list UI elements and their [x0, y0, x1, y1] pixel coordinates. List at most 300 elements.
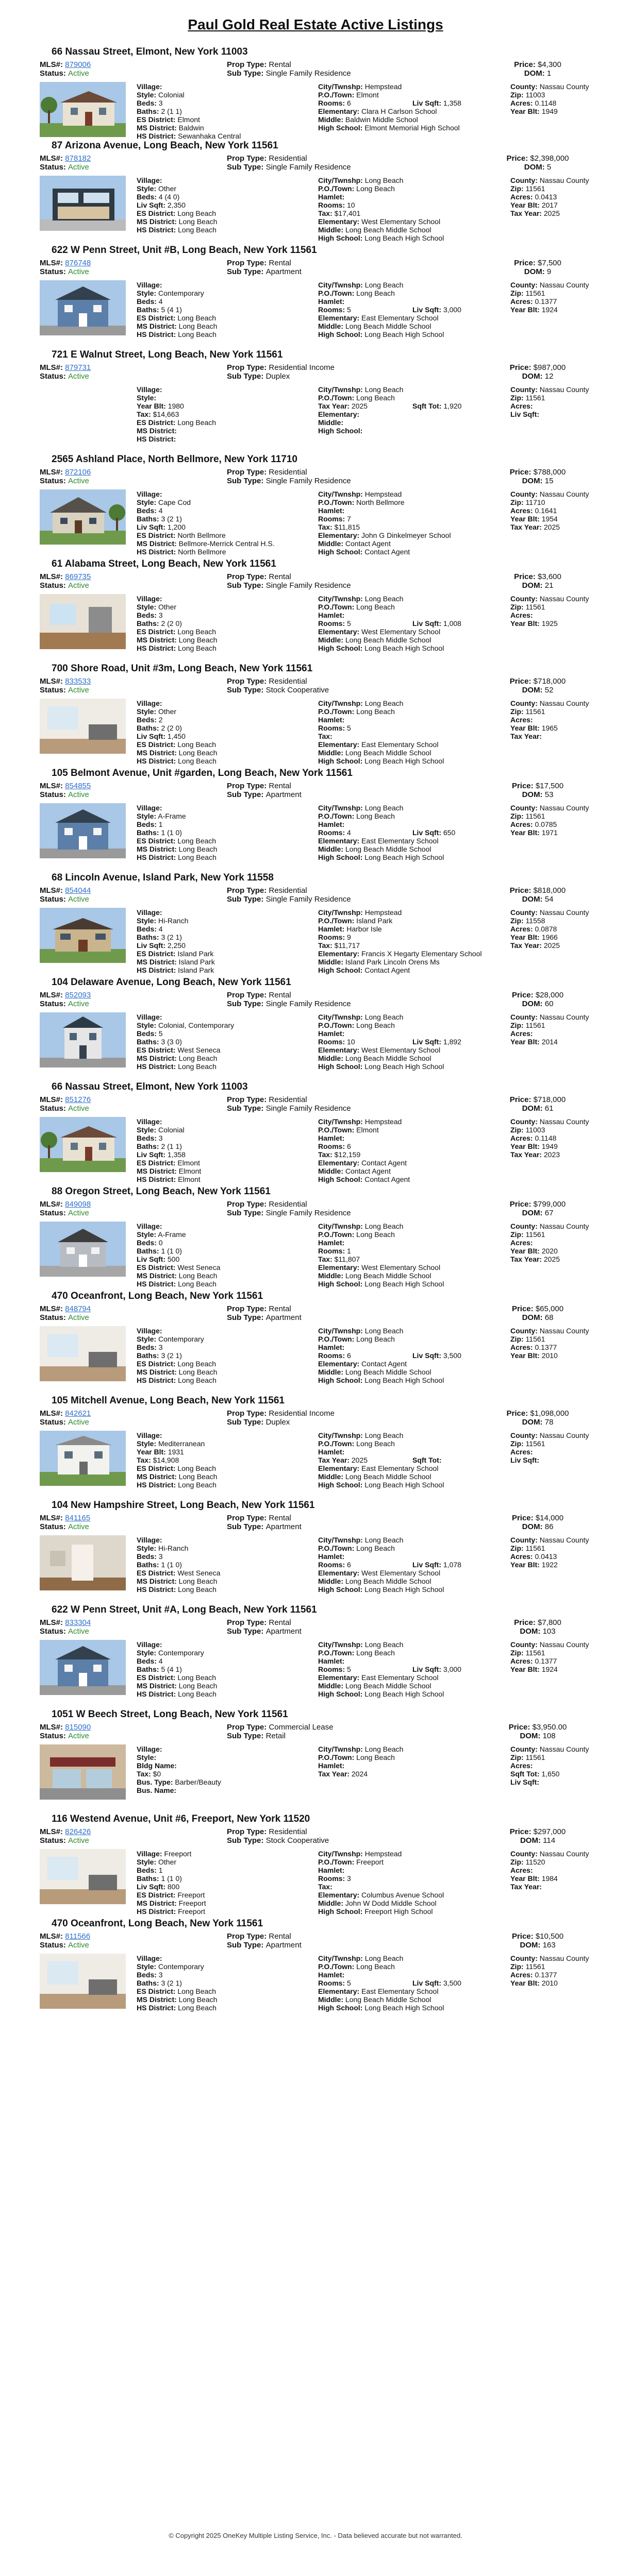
mls-row	[40, 1618, 189, 1627]
field-ms-district-label: MS District:	[137, 1472, 177, 1481]
field-zip-value: 11561	[523, 1230, 545, 1239]
field-beds-label: Beds:	[137, 1343, 157, 1351]
mls-number-link[interactable]: 879731	[65, 363, 91, 372]
status-value: Active	[68, 1418, 89, 1427]
field-hs-district	[137, 1175, 307, 1183]
field-middle-label: Middle:	[318, 1899, 343, 1907]
field-hs-district-value: Long Beach	[176, 1690, 217, 1698]
field-style	[137, 1230, 307, 1239]
field-high-school-value: Long Beach High School	[362, 1376, 444, 1384]
details-column-3	[510, 1117, 603, 1159]
field-high-school-label: High School:	[318, 644, 363, 652]
prop-type-label: Prop Type:	[227, 1200, 269, 1209]
field-elementary	[318, 531, 499, 539]
field-elementary	[318, 628, 499, 636]
details-column-2	[318, 490, 499, 556]
mls-label: MLS#:	[40, 782, 65, 790]
field-high-school-label: High School:	[318, 1481, 363, 1489]
field-city-twnshp	[318, 1954, 499, 1962]
field-tax-value: $11,815	[332, 523, 360, 531]
sub-type-value: Stock Cooperative	[265, 686, 329, 694]
listing-photo[interactable]	[40, 1117, 126, 1172]
field-style	[137, 1962, 307, 1971]
field-hamlet	[318, 1239, 499, 1247]
price-row	[476, 1095, 599, 1104]
prop-type-value: Residential	[269, 1200, 307, 1209]
sub-type-row	[227, 1418, 443, 1427]
field-hs-district-label: HS District:	[137, 1280, 176, 1288]
price-value: $7,500	[537, 259, 561, 267]
field-hs-district	[137, 1062, 307, 1071]
status-label: Status:	[40, 267, 69, 276]
field-county-value: Nassau County	[537, 595, 589, 603]
field-rooms	[318, 1561, 499, 1569]
prop-type-label: Prop Type:	[227, 1723, 269, 1732]
field-elementary-value: Columbus Avenue School	[359, 1891, 444, 1899]
listing-photo[interactable]	[40, 699, 126, 754]
field-county	[510, 699, 603, 707]
field-middle-value: Contact Agent	[343, 539, 391, 548]
property-type-block	[227, 363, 443, 381]
mls-number-link[interactable]: 854044	[65, 886, 91, 895]
field-liv-sqft	[137, 201, 307, 209]
mls-label: MLS#:	[40, 259, 65, 267]
field-high-school-value: Contact Agent	[362, 548, 410, 556]
prop-type-row	[227, 1827, 443, 1836]
field-p-o-town-value: Long Beach	[354, 1544, 395, 1552]
status-value: Active	[68, 895, 89, 904]
field-acres-label: Acres:	[510, 1657, 533, 1665]
dom-label: DOM:	[524, 69, 547, 78]
listing-photo[interactable]	[40, 82, 126, 137]
mls-number-link[interactable]: 851276	[65, 1095, 91, 1104]
status-row	[40, 1104, 189, 1113]
field-beds-label: Beds:	[137, 820, 157, 828]
field-liv-sqft-value: 800	[165, 1883, 180, 1891]
field-beds	[137, 1552, 307, 1561]
field-acres	[510, 1866, 603, 1874]
field-es-district-value: Island Park	[175, 950, 214, 958]
field-acres	[510, 1448, 603, 1456]
field-style-label: Style:	[137, 1439, 157, 1448]
field-acres-value: 0.0413	[533, 1552, 557, 1561]
listing-photo[interactable]	[40, 803, 126, 858]
field-hamlet	[318, 716, 499, 724]
dom-row	[476, 1732, 599, 1740]
field-baths-value: 2 (2 0)	[159, 619, 182, 628]
field-high-school	[318, 1690, 499, 1698]
field-year-blt-value: 1931	[165, 1448, 184, 1456]
sub-type-value: Apartment	[265, 1313, 302, 1322]
prop-type-label: Prop Type:	[227, 1827, 269, 1836]
prop-type-value: Commercial Lease	[269, 1723, 334, 1732]
dom-label: DOM:	[522, 895, 545, 904]
dom-value: 163	[542, 1941, 556, 1950]
field-beds	[137, 1866, 307, 1874]
sub-type-value: Single Family Residence	[265, 1104, 351, 1113]
report-title: Paul Gold Real Estate Active Listings	[188, 16, 443, 32]
prop-type-row	[227, 886, 443, 895]
sub-type-label: Sub Type:	[227, 1209, 266, 1217]
listing-id-block	[40, 60, 189, 78]
dom-label: DOM:	[524, 267, 547, 276]
price-block	[476, 259, 599, 276]
field-zip-value: 11561	[523, 1649, 545, 1657]
status-label: Status:	[40, 163, 69, 172]
mls-number-link[interactable]: 811566	[65, 1932, 91, 1941]
field-style	[137, 1126, 307, 1134]
field-county	[510, 176, 603, 184]
field-hs-district	[137, 644, 307, 652]
details-column-1	[137, 1431, 307, 1489]
dom-value: 52	[544, 686, 554, 694]
price-row	[476, 1827, 599, 1836]
mls-number-link[interactable]: 841165	[65, 1514, 91, 1522]
field-hs-district	[137, 132, 307, 140]
mls-number-link[interactable]: 852093	[65, 991, 91, 999]
price-row	[476, 1932, 599, 1941]
field-acres-value: 0.1377	[533, 297, 557, 306]
listing-card	[32, 1500, 599, 1613]
field-style	[137, 917, 307, 925]
field-county-label: County:	[510, 1117, 538, 1126]
field-city-twnshp	[318, 82, 499, 91]
prop-type-label: Prop Type:	[227, 363, 269, 372]
field-middle	[318, 845, 499, 853]
field-acres-label: Acres:	[510, 99, 533, 107]
field-liv-sqft	[510, 1778, 603, 1786]
property-type-block	[227, 1095, 443, 1113]
property-type-block	[227, 1618, 443, 1636]
status-value: Active	[68, 1209, 89, 1217]
prop-type-row	[227, 782, 443, 790]
mls-number-link[interactable]: 833533	[65, 677, 91, 686]
field-hamlet	[318, 820, 499, 828]
field-tax	[137, 1770, 307, 1778]
field-baths	[137, 828, 307, 837]
field-liv-sqft-value: 650	[441, 828, 456, 837]
field-liv-sqft-label: Liv Sqft:	[412, 1038, 441, 1046]
field-elementary-label: Elementary:	[318, 217, 360, 226]
field-county	[510, 1850, 603, 1858]
listing-photo[interactable]	[40, 1954, 126, 2009]
field-acres	[510, 820, 603, 828]
field-county-label: County:	[510, 699, 538, 707]
field-ms-district	[137, 958, 307, 966]
field-style-label: Style:	[137, 1126, 157, 1134]
field-high-school-value: Contact Agent	[362, 1175, 410, 1183]
field-beds-value: 3	[156, 1134, 163, 1142]
field-es-district-label: ES District:	[137, 1360, 176, 1368]
field-beds-value: 3	[156, 1343, 163, 1351]
field-city-twnshp-value: Long Beach	[362, 1013, 404, 1021]
price-row	[476, 677, 599, 686]
field-county-label: County:	[510, 1954, 538, 1962]
field-village-label: Village:	[137, 1431, 162, 1439]
listing-photo[interactable]	[40, 385, 126, 440]
field-zip-value: 11561	[523, 1439, 545, 1448]
field-acres-value: 0.0413	[533, 193, 557, 201]
prop-type-row	[227, 154, 443, 163]
field-elementary-label: Elementary:	[318, 1569, 360, 1577]
field-middle	[318, 418, 499, 427]
dom-row	[476, 69, 599, 78]
field-village	[137, 804, 307, 812]
field-zip-label: Zip:	[510, 498, 524, 506]
field-liv-sqft	[137, 732, 307, 740]
mls-label: MLS#:	[40, 1932, 65, 1941]
field-county	[510, 1745, 603, 1753]
field-elementary-value: East Elementary School	[359, 740, 439, 749]
field-tax-label: Tax:	[137, 410, 151, 418]
field-p-o-town-value: Long Beach	[354, 603, 395, 611]
listing-id-block	[40, 1200, 189, 1217]
sub-type-row	[227, 1732, 443, 1740]
mls-number-link[interactable]: 849098	[65, 1200, 91, 1209]
field-style-value: Cape Cod	[156, 498, 191, 506]
dom-label: DOM:	[522, 1104, 545, 1113]
field-high-school	[318, 757, 499, 765]
field-elementary-label: Elementary:	[318, 1159, 360, 1167]
sub-type-value: Retail	[265, 1732, 286, 1740]
field-city-twnshp-value: Hempstead	[362, 82, 402, 91]
field-hamlet-label: Hamlet:	[318, 820, 345, 828]
price-label: Price:	[511, 1304, 536, 1313]
listing-card	[32, 558, 599, 672]
field-p-o-town-value: Long Beach	[354, 1439, 395, 1448]
listing-photo[interactable]	[40, 1535, 126, 1590]
field-city-twnshp	[318, 1745, 499, 1753]
field-tax-year	[510, 941, 603, 950]
field-baths-value: 3 (2 1)	[159, 933, 182, 941]
field-baths-label: Baths:	[137, 1561, 159, 1569]
dom-value: 68	[544, 1313, 554, 1322]
property-type-block	[227, 1200, 443, 1217]
field-style-label: Style:	[137, 91, 157, 99]
field-county-value: Nassau County	[537, 82, 589, 91]
field-hs-district-value: Long Beach	[176, 1585, 217, 1594]
listing-photo[interactable]	[40, 594, 126, 649]
listing-photo[interactable]	[40, 176, 126, 231]
field-style	[137, 184, 307, 193]
listing-address: 470 Oceanfront, Long Beach, New York 11561	[52, 1918, 263, 1929]
field-style	[137, 1544, 307, 1552]
listing-card	[32, 1709, 599, 1822]
prop-type-row	[227, 1409, 443, 1418]
field-rooms	[318, 828, 499, 837]
field-sqft-tot-label: Sqft Tot:	[510, 1770, 540, 1778]
field-high-school-label: High School:	[318, 853, 363, 861]
field-beds-value: 2	[156, 716, 163, 724]
mls-number-link[interactable]: 879006	[65, 60, 91, 69]
listing-address: 66 Nassau Street, Elmont, New York 11003	[52, 1081, 248, 1092]
field-p-o-town-label: P.O./Town:	[318, 812, 355, 820]
prop-type-value: Rental	[269, 1932, 291, 1941]
field-es-district-value: Elmont	[175, 115, 200, 124]
dom-value: 86	[544, 1522, 554, 1531]
field-p-o-town	[318, 1962, 499, 1971]
listing-card	[32, 245, 599, 358]
field-rooms-label: Rooms:	[318, 1561, 345, 1569]
field-city-twnshp-value: Long Beach	[362, 1536, 404, 1544]
listing-photo[interactable]	[40, 1640, 126, 1695]
listing-photo[interactable]	[40, 489, 126, 545]
field-year-blt	[510, 515, 603, 523]
field-acres	[510, 506, 603, 515]
field-acres-label: Acres:	[510, 1552, 533, 1561]
field-high-school-value: Long Beach High School	[362, 330, 444, 338]
field-p-o-town-value: Island Park	[354, 917, 393, 925]
field-village-label: Village:	[137, 490, 162, 498]
status-label: Status:	[40, 1313, 69, 1322]
dom-value: 54	[544, 895, 554, 904]
status-row	[40, 69, 189, 78]
sub-type-value: Apartment	[265, 1941, 302, 1950]
field-liv-sqft	[137, 523, 307, 531]
dom-value: 1	[546, 69, 552, 78]
mls-number-link[interactable]: 854855	[65, 782, 91, 790]
field-style-label: Style:	[137, 498, 157, 506]
field-acres	[510, 1239, 603, 1247]
field-year-blt-label: Year Blt:	[510, 1142, 540, 1150]
dom-row	[476, 581, 599, 590]
mls-row	[40, 886, 189, 895]
listing-photo[interactable]	[40, 1222, 126, 1277]
prop-type-value: Rental	[269, 782, 291, 790]
field-hamlet	[318, 506, 499, 515]
listing-photo[interactable]	[40, 1744, 126, 1800]
field-p-o-town	[318, 289, 499, 297]
listing-photo[interactable]	[40, 1326, 126, 1381]
details-column-2	[318, 1536, 499, 1594]
listing-id-block	[40, 1409, 189, 1427]
price-label: Price:	[514, 259, 538, 267]
field-style-value: Colonial	[156, 1126, 185, 1134]
dom-value: 108	[542, 1732, 556, 1740]
field-acres-label: Acres:	[510, 1134, 533, 1142]
field-sqft-tot-value: 1,920	[441, 402, 462, 410]
listing-photo[interactable]	[40, 1431, 126, 1486]
field-liv-sqft	[412, 619, 461, 628]
field-middle-label: Middle:	[318, 845, 343, 853]
sub-type-row	[227, 267, 443, 276]
field-p-o-town-label: P.O./Town:	[318, 1335, 355, 1343]
field-hamlet-label: Hamlet:	[318, 1761, 345, 1770]
field-zip-label: Zip:	[510, 91, 524, 99]
prop-type-label: Prop Type:	[227, 1514, 269, 1522]
dom-row	[476, 163, 599, 172]
status-value: Active	[68, 267, 89, 276]
mls-number-link[interactable]: 876748	[65, 259, 91, 267]
mls-number-link[interactable]: 869735	[65, 572, 91, 581]
details-column-3	[510, 1327, 603, 1360]
field-year-blt	[510, 107, 603, 115]
status-value: Active	[68, 686, 89, 694]
field-year-blt-label: Year Blt:	[510, 107, 540, 115]
field-style-value: Other	[156, 707, 177, 716]
field-county-value: Nassau County	[537, 804, 589, 812]
field-acres	[510, 297, 603, 306]
field-rooms	[318, 933, 499, 941]
field-es-district	[137, 950, 307, 958]
field-p-o-town-label: P.O./Town:	[318, 1544, 355, 1552]
field-year-blt	[510, 1038, 603, 1046]
field-village-label: Village:	[137, 1536, 162, 1544]
field-p-o-town	[318, 1335, 499, 1343]
field-county-label: County:	[510, 82, 538, 91]
field-beds	[137, 925, 307, 933]
field-year-blt-label: Year Blt:	[510, 619, 540, 628]
field-tax-year-label: Tax Year:	[510, 1883, 542, 1891]
field-village	[137, 699, 307, 707]
prop-type-label: Prop Type:	[227, 782, 269, 790]
field-es-district-value: Elmont	[175, 1159, 200, 1167]
field-high-school	[318, 2004, 499, 2012]
field-hamlet-label: Hamlet:	[318, 925, 345, 933]
price-value: $818,000	[533, 886, 566, 895]
field-middle-label: Middle:	[318, 1995, 343, 2004]
field-hs-district	[137, 1376, 307, 1384]
field-hs-district-label: HS District:	[137, 853, 176, 861]
field-acres	[510, 1029, 603, 1038]
field-zip	[510, 1021, 603, 1029]
dom-value: 103	[542, 1627, 556, 1636]
field-city-twnshp-value: Hempstead	[362, 1117, 402, 1126]
field-baths-label: Baths:	[137, 1874, 159, 1883]
dom-value: 53	[544, 790, 554, 799]
mls-number-link[interactable]: 826426	[65, 1827, 91, 1836]
mls-number-link[interactable]: 878182	[65, 154, 91, 163]
listing-photo[interactable]	[40, 1012, 126, 1067]
field-middle-value: Long Beach Middle School	[343, 1577, 431, 1585]
status-row	[40, 1941, 189, 1950]
mls-number-link[interactable]: 848794	[65, 1304, 91, 1313]
field-liv-sqft	[412, 1665, 461, 1673]
field-year-blt-value: 1924	[539, 306, 558, 314]
field-es-district	[137, 418, 307, 427]
field-acres	[510, 925, 603, 933]
prop-type-row	[227, 1932, 443, 1941]
field-middle-value: Long Beach Middle School	[343, 1995, 431, 2004]
field-bus-type-value: Barber/Beauty	[173, 1778, 221, 1786]
price-value: $3,600	[537, 572, 561, 581]
field-acres	[510, 1657, 603, 1665]
field-es-district-label: ES District:	[137, 115, 176, 124]
status-label: Status:	[40, 1836, 69, 1845]
mls-number-link[interactable]: 842621	[65, 1409, 91, 1418]
field-zip	[510, 917, 603, 925]
field-es-district-value: West Seneca	[175, 1569, 221, 1577]
listing-photo[interactable]	[40, 280, 126, 335]
field-liv-sqft-label: Liv Sqft:	[510, 1778, 539, 1786]
sub-type-row	[227, 372, 443, 381]
field-high-school-value: Long Beach High School	[362, 1062, 444, 1071]
details-column-1	[137, 281, 307, 338]
listing-card	[32, 1395, 599, 1509]
field-style-value: Contemporary	[156, 1649, 204, 1657]
dom-label: DOM:	[522, 999, 545, 1008]
status-value: Active	[68, 1522, 89, 1531]
mls-number-link[interactable]: 815090	[65, 1723, 91, 1732]
price-value: $65,000	[535, 1304, 564, 1313]
field-es-district-value: Freeport	[175, 1891, 205, 1899]
mls-number-link[interactable]: 872106	[65, 468, 91, 477]
price-row	[476, 1514, 599, 1522]
listing-photo[interactable]	[40, 1849, 126, 1904]
mls-number-link[interactable]: 833304	[65, 1618, 91, 1627]
field-rooms-label: Rooms:	[318, 1038, 345, 1046]
listing-photo[interactable]	[40, 908, 126, 963]
